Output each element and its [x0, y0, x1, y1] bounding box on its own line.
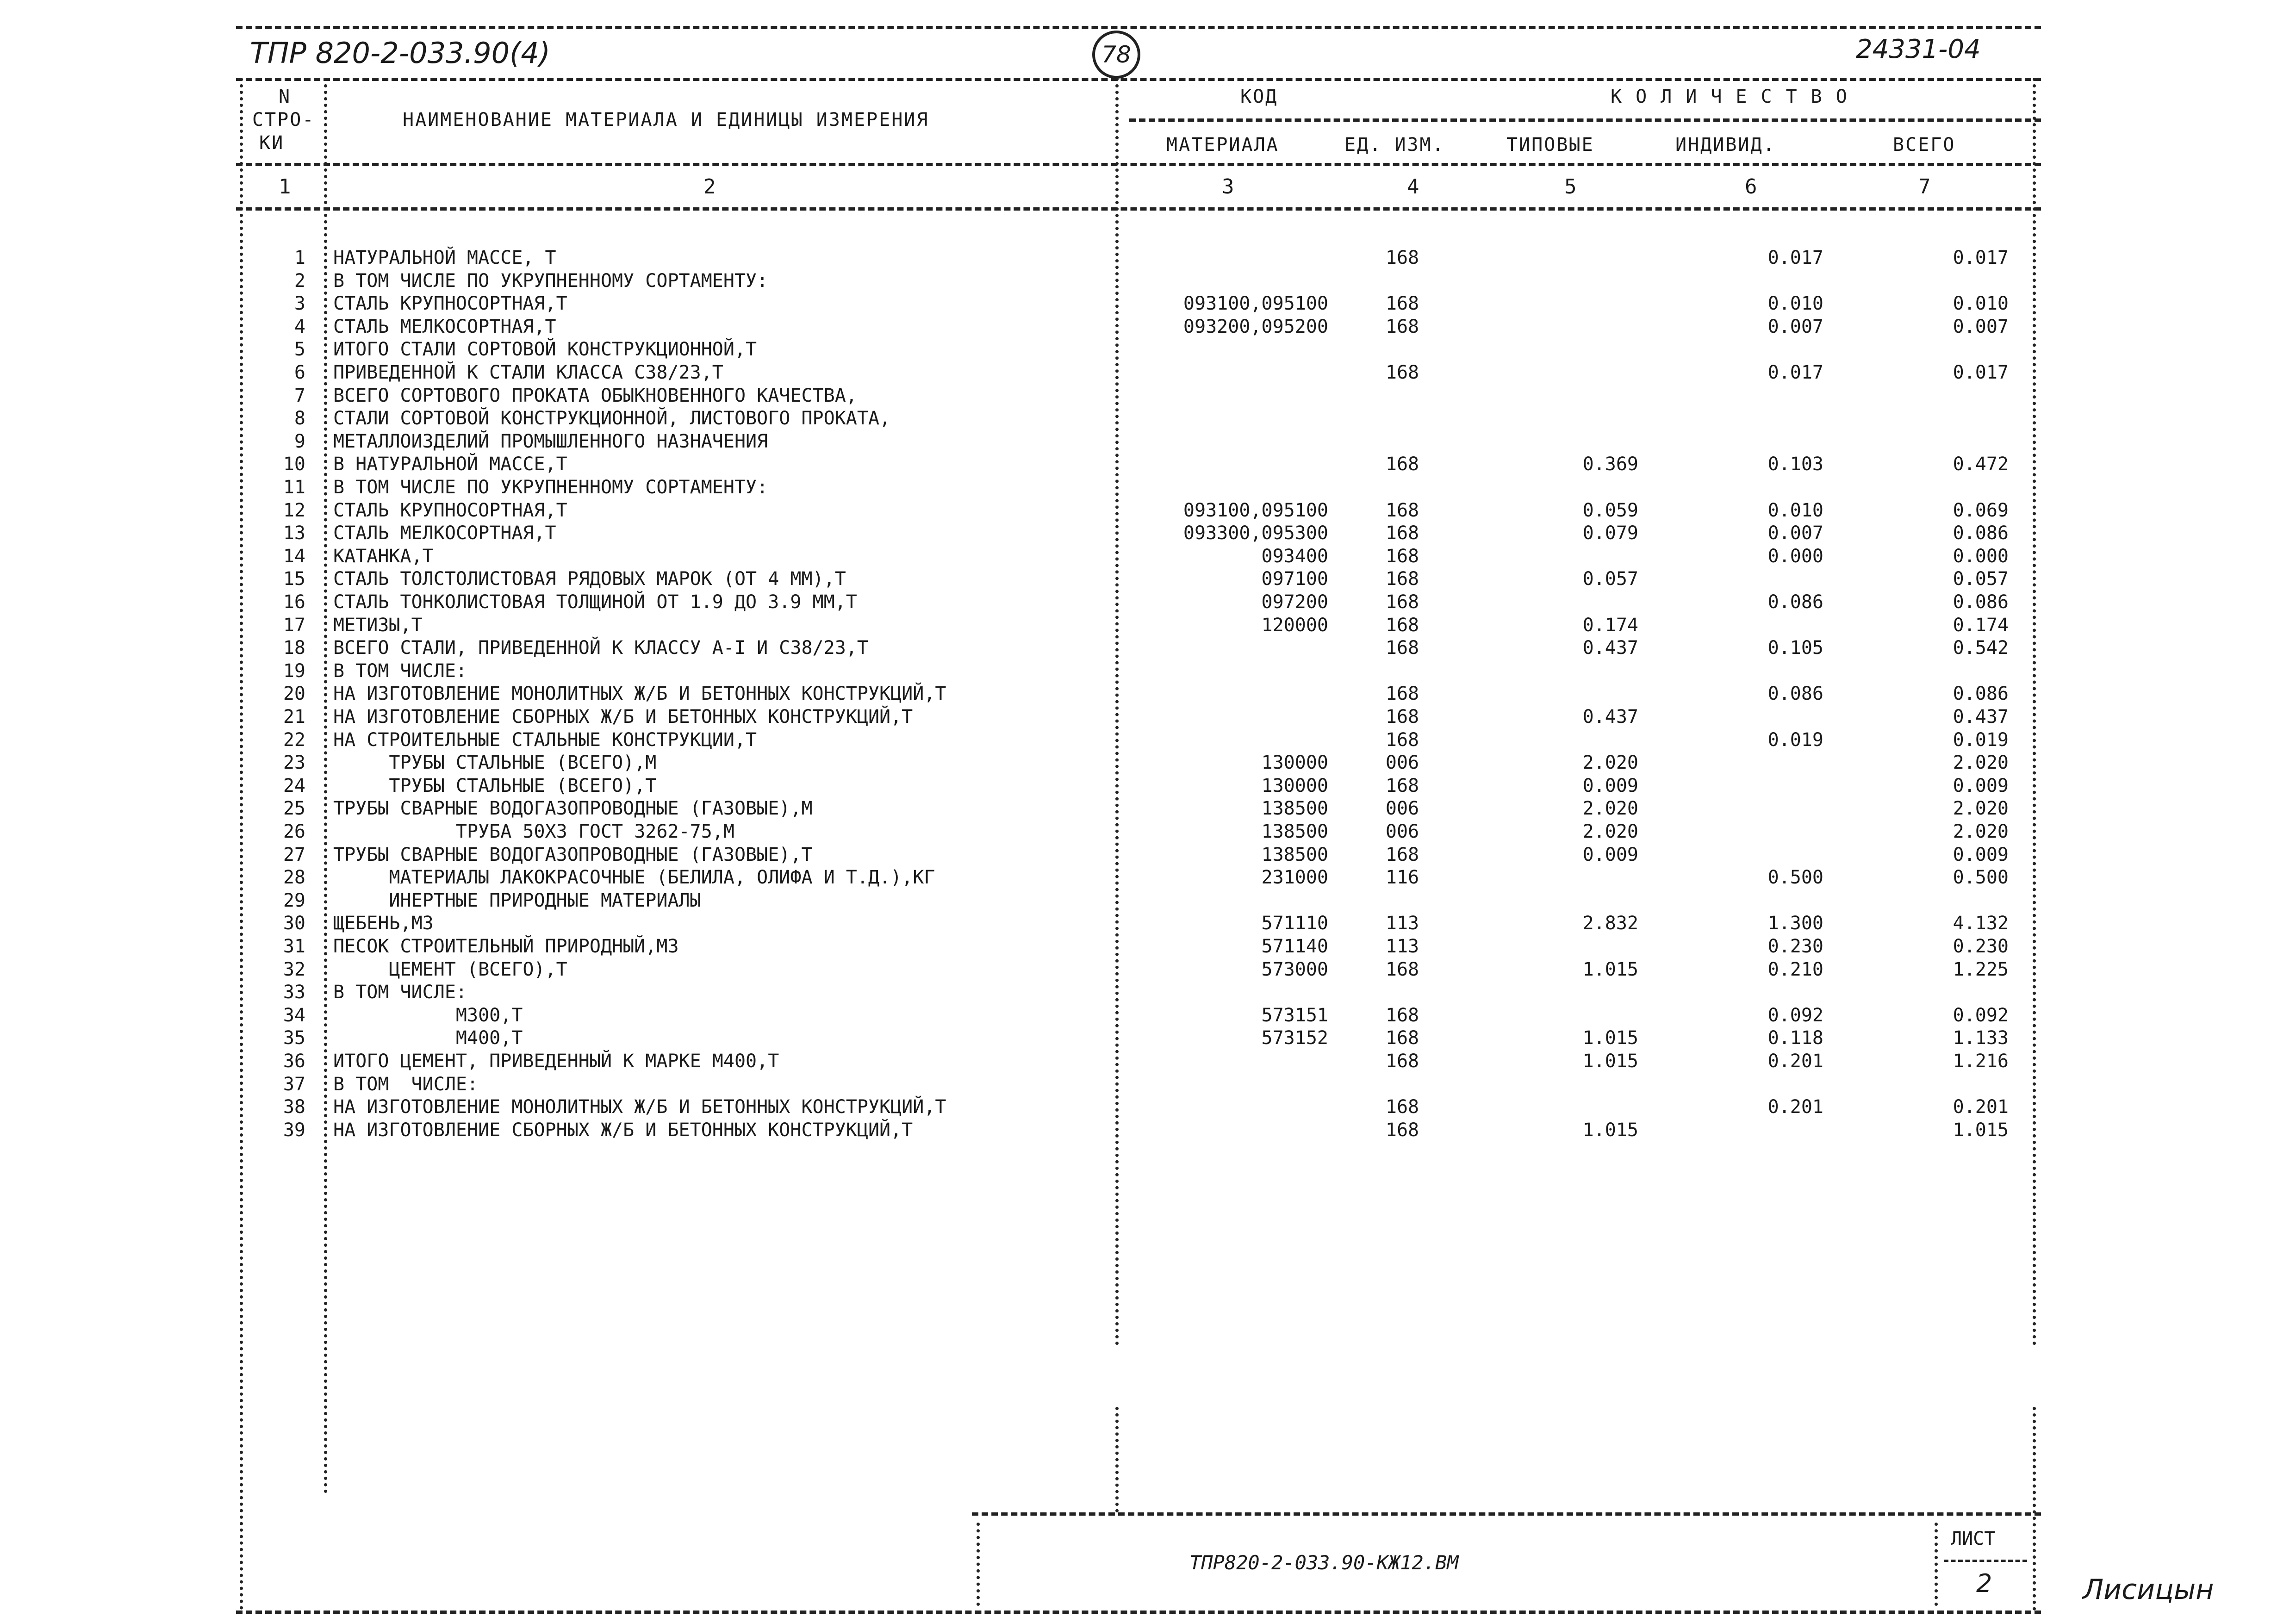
- row-unit-code: 168: [1385, 591, 1419, 613]
- row-number: 29: [283, 890, 305, 911]
- header-quantity-group: КОЛИЧЕСТВО: [1611, 86, 1861, 107]
- row-qty-individual: 0.007: [1767, 316, 1823, 337]
- row-material-name: МЕТИЗЫ,Т: [333, 615, 423, 636]
- row-material-code: 231000: [1261, 867, 1328, 888]
- row-unit-code: 006: [1385, 798, 1419, 819]
- footer-sheet-separator: [1944, 1560, 2027, 1562]
- row-unit-code: 168: [1385, 293, 1419, 314]
- row-number: 19: [283, 660, 305, 682]
- col1-divider: [324, 78, 327, 1494]
- row-qty-total: 2.020: [1953, 821, 2009, 842]
- row-qty-total: 2.020: [1953, 798, 2009, 819]
- row-unit-code: 006: [1385, 752, 1419, 773]
- row-qty-total: 1.015: [1953, 1119, 2009, 1141]
- row-material-name: ТРУБЫ СТАЛЬНЫЕ (ВСЕГО),Т: [333, 775, 657, 796]
- row-unit-code: 116: [1385, 867, 1419, 888]
- row-qty-total: 0.500: [1953, 867, 2009, 888]
- row-material-code: 120000: [1261, 615, 1328, 636]
- row-material-code: 093100,095100: [1183, 293, 1328, 314]
- row-qty-total: 0.057: [1953, 568, 2009, 590]
- row-material-code: 138500: [1261, 844, 1328, 865]
- row-material-name: НА ИЗГОТОВЛЕНИЕ МОНОЛИТНЫХ Ж/Б И БЕТОННЫХ КОНСТРУКЦИЙ,Т: [333, 1096, 946, 1118]
- row-material-name: НАТУРАЛЬНОЙ МАССЕ, Т: [333, 247, 556, 268]
- bottom-border: [236, 1611, 2041, 1614]
- row-number: 5: [294, 339, 305, 360]
- row-unit-code: 168: [1385, 1119, 1419, 1141]
- row-qty-total: 0.017: [1953, 247, 2009, 268]
- row-qty-total: 1.225: [1953, 959, 2009, 980]
- row-unit-code: 168: [1385, 546, 1419, 567]
- row-number: 16: [283, 591, 305, 613]
- row-material-code: 093400: [1261, 546, 1328, 567]
- row-number: 36: [283, 1051, 305, 1072]
- column-number-7: 7: [1918, 175, 1931, 199]
- row-material-code: 093100,095100: [1183, 500, 1328, 521]
- row-qty-typical: 0.009: [1582, 844, 1638, 865]
- row-material-name: В ТОМ ЧИСЛЕ:: [333, 660, 467, 682]
- row-qty-total: 1.216: [1953, 1051, 2009, 1072]
- column-number-3: 3: [1222, 175, 1234, 199]
- row-material-name: ПРИВЕДЕННОЙ К СТАЛИ КЛАССА С38/23,Т: [333, 362, 723, 383]
- row-qty-individual: 0.086: [1767, 591, 1823, 613]
- row-number: 4: [294, 316, 305, 337]
- row-qty-total: 0.174: [1953, 615, 2009, 636]
- row-number: 30: [283, 913, 305, 934]
- row-qty-individual: 0.118: [1767, 1027, 1823, 1049]
- row-unit-code: 113: [1385, 936, 1419, 957]
- footer-document-code: ТПР820-2-033.90-КЖ12.ВМ: [1189, 1551, 1459, 1574]
- row-material-name: МАТЕРИАЛЫ ЛАКОКРАСОЧНЫЕ (БЕЛИЛА, ОЛИФА И Т.Д.),КГ: [333, 867, 935, 888]
- row-unit-code: 168: [1385, 1005, 1419, 1026]
- row-number: 6: [294, 362, 305, 383]
- row-number: 39: [283, 1119, 305, 1141]
- right-border-lower: [2033, 1407, 2036, 1611]
- footer-left-divider: [977, 1523, 980, 1606]
- row-number: 25: [283, 798, 305, 819]
- row-material-name: СТАЛЬ МЕЛКОСОРТНАЯ,Т: [333, 316, 556, 337]
- row-number: 12: [283, 500, 305, 521]
- column-number-4: 4: [1407, 175, 1419, 199]
- row-number: 24: [283, 775, 305, 796]
- row-qty-total: 0.019: [1953, 729, 2009, 751]
- row-qty-total: 0.092: [1953, 1005, 2009, 1026]
- row-qty-typical: 1.015: [1582, 1027, 1638, 1049]
- row-qty-total: 0.009: [1953, 844, 2009, 865]
- row-material-name: В НАТУРАЛЬНОЙ МАССЕ,Т: [333, 454, 567, 475]
- row-material-name: ИТОГО СТАЛИ СОРТОВОЙ КОНСТРУКЦИОННОЙ,Т: [333, 339, 757, 360]
- row-qty-individual: 0.201: [1767, 1096, 1823, 1118]
- row-material-name: ИНЕРТНЫЕ ПРИРОДНЫЕ МАТЕРИАЛЫ: [333, 890, 701, 911]
- col2-divider-lower: [1115, 1407, 1119, 1512]
- document-code-handwritten: ТПР 820-2-033.90(4): [250, 36, 550, 70]
- header-qty-typical: ТИПОВЫЕ: [1506, 134, 1594, 155]
- column-number-2: 2: [703, 175, 716, 199]
- row-material-name: НА ИЗГОТОВЛЕНИЕ СБОРНЫХ Ж/Б И БЕТОННЫХ КОНСТРУКЦИЙ,Т: [333, 1119, 913, 1141]
- row-material-name: СТАЛЬ ТОНКОЛИСТОВАЯ ТОЛЩИНОЙ ОТ 1.9 ДО 3.9 ММ,Т: [333, 591, 857, 613]
- row-number: 32: [283, 959, 305, 980]
- row-material-name: В ТОМ ЧИСЛЕ ПО УКРУПНЕННОМУ СОРТАМЕНТУ:: [333, 270, 768, 292]
- row-material-name: М400,Т: [333, 1027, 523, 1049]
- row-number: 27: [283, 844, 305, 865]
- header-code-unit: ЕД. ИЗМ.: [1344, 134, 1445, 155]
- row-material-name: В ТОМ ЧИСЛЕ:: [333, 982, 467, 1003]
- row-number: 31: [283, 936, 305, 957]
- row-material-code: 571140: [1261, 936, 1328, 957]
- row-material-name: ПЕСОК СТРОИТЕЛЬНЫЙ ПРИРОДНЫЙ,М3: [333, 936, 679, 957]
- row-material-code: 093300,095300: [1183, 522, 1328, 544]
- footer-sheet-divider: [1935, 1523, 1938, 1606]
- row-number: 21: [283, 706, 305, 728]
- row-material-code: 093200,095200: [1183, 316, 1328, 337]
- header-row-number-line3: КИ: [259, 132, 285, 154]
- row-qty-individual: 1.300: [1767, 913, 1823, 934]
- row-number: 8: [294, 408, 305, 429]
- row-unit-code: 168: [1385, 637, 1419, 659]
- row-material-name: ТРУБА 50Х3 ГОСТ 3262-75,М: [333, 821, 734, 842]
- row-qty-individual: 0.230: [1767, 936, 1823, 957]
- row-unit-code: 168: [1385, 775, 1419, 796]
- row-material-name: СТАЛЬ КРУПНОСОРТНАЯ,Т: [333, 500, 567, 521]
- row-unit-code: 168: [1385, 959, 1419, 980]
- row-qty-total: 0.437: [1953, 706, 2009, 728]
- row-qty-total: 0.086: [1953, 591, 2009, 613]
- handwritten-signature: Лисицын: [2083, 1573, 2214, 1606]
- header-code-material: МАТЕРИАЛА: [1166, 134, 1279, 155]
- row-number: 35: [283, 1027, 305, 1049]
- row-material-code: 573151: [1261, 1005, 1328, 1026]
- row-number: 10: [283, 454, 305, 475]
- row-unit-code: 168: [1385, 844, 1419, 865]
- row-qty-typical: 0.437: [1582, 637, 1638, 659]
- row-qty-total: 0.086: [1953, 522, 2009, 544]
- row-number: 28: [283, 867, 305, 888]
- row-qty-individual: 0.500: [1767, 867, 1823, 888]
- row-number: 9: [294, 431, 305, 452]
- row-material-name: ЦЕМЕНТ (ВСЕГО),Т: [333, 959, 567, 980]
- row-qty-individual: 0.017: [1767, 247, 1823, 268]
- row-material-name: НА ИЗГОТОВЛЕНИЕ СБОРНЫХ Ж/Б И БЕТОННЫХ КОНСТРУКЦИЙ,Т: [333, 706, 913, 728]
- row-qty-typical: 2.832: [1582, 913, 1638, 934]
- row-number: 20: [283, 683, 305, 704]
- row-material-name: СТАЛЬ МЕЛКОСОРТНАЯ,Т: [333, 522, 556, 544]
- header-qty-individual: ИНДИВИД.: [1675, 134, 1776, 155]
- row-qty-typical: 1.015: [1582, 1119, 1638, 1141]
- row-qty-typical: 0.059: [1582, 500, 1638, 521]
- row-material-name: В ТОМ ЧИСЛЕ ПО УКРУПНЕННОМУ СОРТАМЕНТУ:: [333, 477, 768, 498]
- row-qty-individual: 0.010: [1767, 500, 1823, 521]
- column-number-5: 5: [1564, 175, 1577, 199]
- row-qty-typical: 0.079: [1582, 522, 1638, 544]
- row-unit-code: 168: [1385, 1051, 1419, 1072]
- row-qty-typical: 2.020: [1582, 752, 1638, 773]
- row-number: 3: [294, 293, 305, 314]
- row-material-code: 573152: [1261, 1027, 1328, 1049]
- row-unit-code: 168: [1385, 1027, 1419, 1049]
- row-material-name: ТРУБЫ СВАРНЫЕ ВОДОГАЗОПРОВОДНЫЕ (ГАЗОВЫЕ),М: [333, 798, 813, 819]
- row-material-name: ИТОГО ЦЕМЕНТ, ПРИВЕДЕННЫЙ К МАРКЕ М400,Т: [333, 1051, 779, 1072]
- row-material-code: 573000: [1261, 959, 1328, 980]
- row-qty-typical: 2.020: [1582, 798, 1638, 819]
- archive-number: 24331-04: [1856, 34, 1981, 64]
- row-unit-code: 168: [1385, 316, 1419, 337]
- row-material-name: МЕТАЛЛОИЗДЕЛИЙ ПРОМЫШЛЕННОГО НАЗНАЧЕНИЯ: [333, 431, 768, 452]
- row-qty-total: 0.009: [1953, 775, 2009, 796]
- row-qty-individual: 0.007: [1767, 522, 1823, 544]
- row-qty-total: 2.020: [1953, 752, 2009, 773]
- row-number: 33: [283, 982, 305, 1003]
- header-material-name: НАИМЕНОВАНИЕ МАТЕРИАЛА И ЕДИНИЦЫ ИЗМЕРЕНИЯ: [403, 109, 929, 131]
- row-unit-code: 168: [1385, 454, 1419, 475]
- header-qty-total: ВСЕГО: [1893, 134, 1956, 155]
- row-number: 14: [283, 546, 305, 567]
- row-qty-typical: 0.437: [1582, 706, 1638, 728]
- row-material-name: ВСЕГО СОРТОВОГО ПРОКАТА ОБЫКНОВЕННОГО КАЧЕСТВА,: [333, 385, 857, 406]
- row-material-name: В ТОМ ЧИСЛЕ:: [333, 1074, 479, 1095]
- row-number: 2: [294, 270, 305, 292]
- row-unit-code: 168: [1385, 568, 1419, 590]
- row-qty-individual: 0.086: [1767, 683, 1823, 704]
- row-qty-individual: 0.010: [1767, 293, 1823, 314]
- header-bottom-border: [236, 163, 2041, 166]
- row-qty-total: 0.472: [1953, 454, 2009, 475]
- row-qty-total: 0.069: [1953, 500, 2009, 521]
- row-qty-total: 0.086: [1953, 683, 2009, 704]
- header-mid-border: [1129, 118, 2041, 122]
- row-material-code: 097100: [1261, 568, 1328, 590]
- row-material-name: ТРУБЫ СВАРНЫЕ ВОДОГАЗОПРОВОДНЫЕ (ГАЗОВЫЕ),Т: [333, 844, 813, 865]
- row-unit-code: 168: [1385, 522, 1419, 544]
- header-code-group: КОД: [1240, 86, 1278, 107]
- row-number: 34: [283, 1005, 305, 1026]
- row-material-code: 138500: [1261, 798, 1328, 819]
- row-number: 23: [283, 752, 305, 773]
- row-material-code: 097200: [1261, 591, 1328, 613]
- row-number: 17: [283, 615, 305, 636]
- row-number: 37: [283, 1074, 305, 1095]
- row-qty-individual: 0.092: [1767, 1005, 1823, 1026]
- row-qty-total: 0.000: [1953, 546, 2009, 567]
- row-number: 7: [294, 385, 305, 406]
- row-qty-typical: 0.057: [1582, 568, 1638, 590]
- row-qty-typical: 0.009: [1582, 775, 1638, 796]
- row-unit-code: 113: [1385, 913, 1419, 934]
- column-number-6: 6: [1745, 175, 1757, 199]
- row-material-name: НА СТРОИТЕЛЬНЫЕ СТАЛЬНЫЕ КОНСТРУКЦИИ,Т: [333, 729, 757, 751]
- row-material-name: КАТАНКА,Т: [333, 546, 434, 567]
- header-top-border: [236, 78, 2041, 81]
- row-material-name: СТАЛЬ ТОЛСТОЛИСТОВАЯ РЯДОВЫХ МАРОК (ОТ 4 ММ),Т: [333, 568, 846, 590]
- row-material-code: 130000: [1261, 775, 1328, 796]
- row-material-name: ВСЕГО СТАЛИ, ПРИВЕДЕННОЙ К КЛАССУ А-I И С38/23,Т: [333, 637, 868, 659]
- row-qty-individual: 0.201: [1767, 1051, 1823, 1072]
- row-number: 38: [283, 1096, 305, 1118]
- footer-sheet-label: ЛИСТ: [1951, 1528, 1996, 1549]
- row-unit-code: 168: [1385, 706, 1419, 728]
- row-qty-total: 0.201: [1953, 1096, 2009, 1118]
- row-qty-total: 0.017: [1953, 362, 2009, 383]
- row-unit-code: 168: [1385, 362, 1419, 383]
- header-row-number-line2: СТРО-: [252, 109, 315, 131]
- row-qty-total: 0.010: [1953, 293, 2009, 314]
- row-qty-typical: 1.015: [1582, 1051, 1638, 1072]
- row-material-code: 571110: [1261, 913, 1328, 934]
- row-qty-total: 0.542: [1953, 637, 2009, 659]
- top-border: [236, 26, 2041, 29]
- row-qty-total: 0.230: [1953, 936, 2009, 957]
- row-qty-individual: 0.210: [1767, 959, 1823, 980]
- row-qty-individual: 0.019: [1767, 729, 1823, 751]
- row-qty-individual: 0.105: [1767, 637, 1823, 659]
- row-qty-typical: 0.174: [1582, 615, 1638, 636]
- row-qty-individual: 0.017: [1767, 362, 1823, 383]
- row-number: 1: [294, 247, 305, 268]
- row-unit-code: 168: [1385, 1096, 1419, 1118]
- column-number-1: 1: [279, 175, 291, 199]
- row-material-name: ЩЕБЕНЬ,М3: [333, 913, 434, 934]
- row-material-name: СТАЛИ СОРТОВОЙ КОНСТРУКЦИОННОЙ, ЛИСТОВОГО ПРОКАТА,: [333, 408, 891, 429]
- row-number: 13: [283, 522, 305, 544]
- header-row-number-line1: N: [279, 86, 292, 107]
- row-unit-code: 006: [1385, 821, 1419, 842]
- row-qty-individual: 0.000: [1767, 546, 1823, 567]
- row-unit-code: 168: [1385, 247, 1419, 268]
- row-number: 15: [283, 568, 305, 590]
- col2-divider: [1115, 78, 1119, 1346]
- row-material-name: М300,Т: [333, 1005, 523, 1026]
- colnum-bottom-border: [236, 207, 2041, 211]
- row-qty-total: 4.132: [1953, 913, 2009, 934]
- row-number: 11: [283, 477, 305, 498]
- row-material-name: НА ИЗГОТОВЛЕНИЕ МОНОЛИТНЫХ Ж/Б И БЕТОННЫХ КОНСТРУКЦИЙ,Т: [333, 683, 946, 704]
- row-qty-individual: 0.103: [1767, 454, 1823, 475]
- row-qty-typical: 2.020: [1582, 821, 1638, 842]
- row-unit-code: 168: [1385, 500, 1419, 521]
- page-number-circle: 78: [1092, 31, 1140, 79]
- row-qty-typical: 1.015: [1582, 959, 1638, 980]
- left-border: [240, 78, 243, 1611]
- row-material-code: 130000: [1261, 752, 1328, 773]
- row-material-code: 138500: [1261, 821, 1328, 842]
- row-unit-code: 168: [1385, 615, 1419, 636]
- row-material-name: СТАЛЬ КРУПНОСОРТНАЯ,Т: [333, 293, 567, 314]
- footer-sheet-number: 2: [1976, 1569, 1992, 1598]
- right-border: [2033, 78, 2036, 1346]
- row-qty-total: 0.007: [1953, 316, 2009, 337]
- row-unit-code: 168: [1385, 683, 1419, 704]
- row-material-name: ТРУБЫ СТАЛЬНЫЕ (ВСЕГО),М: [333, 752, 657, 773]
- row-number: 26: [283, 821, 305, 842]
- row-number: 22: [283, 729, 305, 751]
- row-qty-total: 1.133: [1953, 1027, 2009, 1049]
- footer-top-border: [972, 1512, 2041, 1516]
- row-number: 18: [283, 637, 305, 659]
- row-unit-code: 168: [1385, 729, 1419, 751]
- row-qty-typical: 0.369: [1582, 454, 1638, 475]
